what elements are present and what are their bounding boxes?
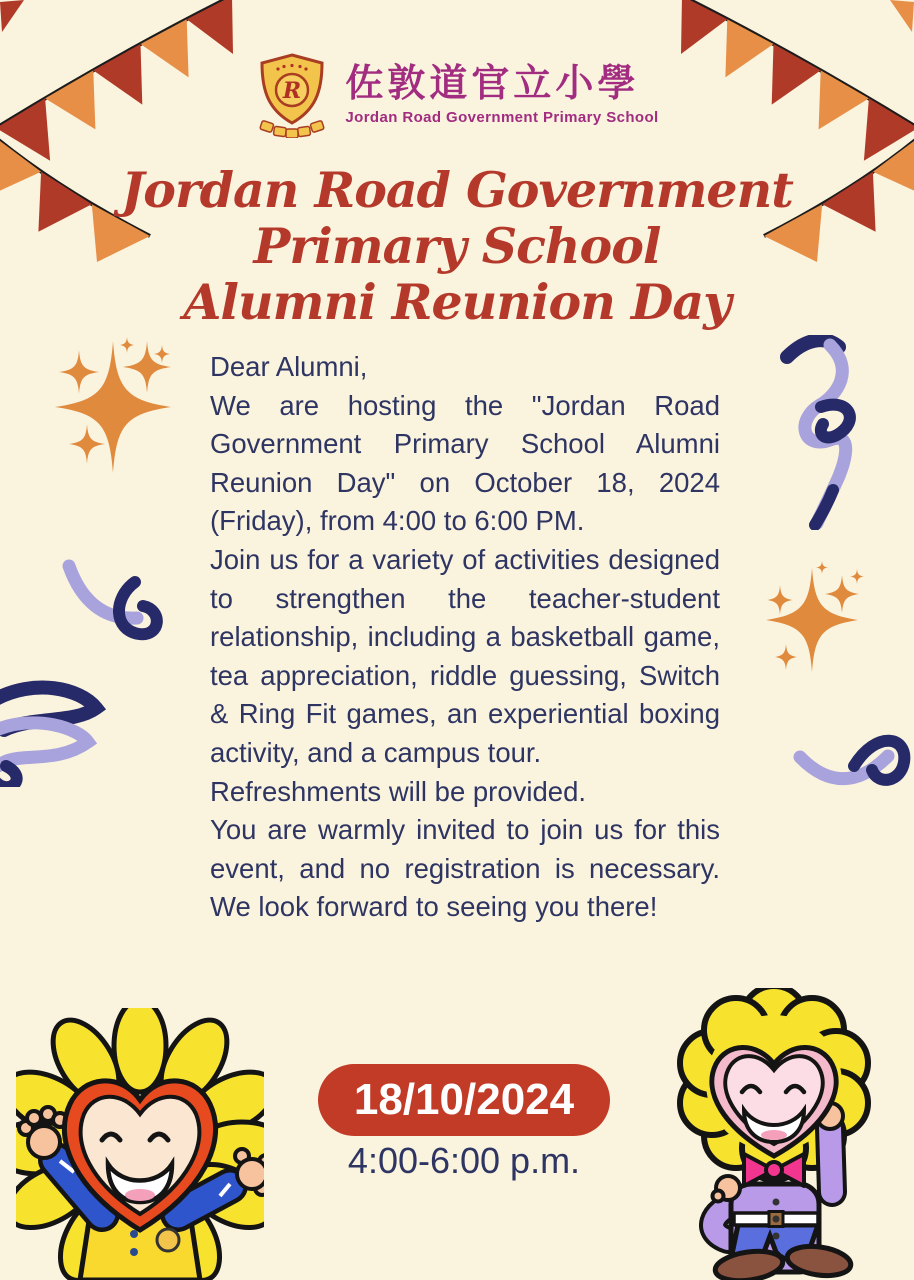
school-name-en: Jordan Road Government Primary School — [345, 108, 659, 126]
paragraph-refreshments: Refreshments will be provided. — [210, 775, 587, 807]
title-line-2: Primary School — [253, 217, 661, 275]
sparkle-cluster-right-icon — [760, 552, 880, 692]
event-time: 4:00-6:00 p.m. — [347, 1140, 581, 1181]
mascot-flower-kid-right — [646, 988, 906, 1280]
event-date-badge: 18/10/2024 — [318, 1064, 610, 1136]
header — [0, 52, 914, 138]
school-crest-icon — [255, 52, 329, 138]
ribbon-left-small-icon — [55, 558, 170, 663]
page-title — [0, 162, 914, 330]
paragraph-greeting: Dear Alumni, — [210, 351, 368, 382]
paragraph-activities: Join us for a variety of activities designed to strengthen the teacher-student relationship, including a basketball game, tea appreciation, riddle guessing, Switch & Ring Fit games, an experiential boxing activity, and a campus tour. — [210, 543, 720, 768]
mascot-flower-kid-left — [16, 1008, 264, 1280]
school-name-zh: 佐敦道官立小學 — [345, 63, 640, 106]
sparkle-cluster-left-icon — [35, 332, 210, 482]
crest-monogram: R — [283, 78, 302, 104]
letter-body — [210, 348, 720, 927]
paragraph-event-intro: We are hosting the "Jordan Road Government Primary School Alumni Reunion Day" on October 18, 2024 (Friday), from 4:00 to 6:00 PM. — [210, 389, 720, 537]
title-line-3: Alumni Reunion Day — [183, 273, 731, 331]
ribbon-top-right-icon — [775, 335, 875, 530]
paragraph-invitation: You are warmly invited to join us for this event, and no registration is necessary. We look forward to seeing you there! — [210, 814, 720, 923]
title-line-1: Jordan Road Government — [121, 161, 793, 219]
ribbon-left-edge-icon — [0, 672, 122, 787]
ribbon-bottom-right-icon — [792, 712, 914, 804]
